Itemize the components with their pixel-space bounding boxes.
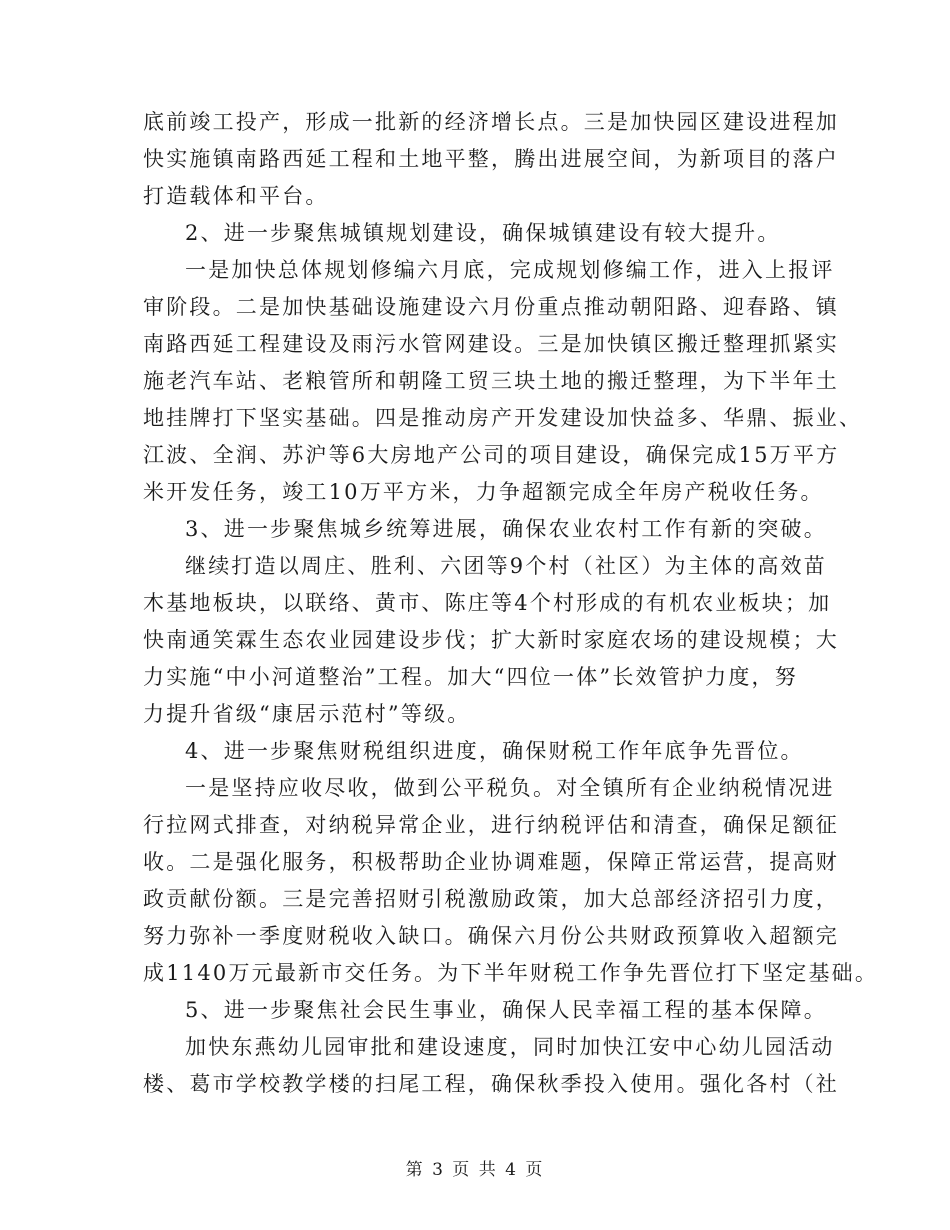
text-line: 收。二是强化服务，积极帮助企业协调难题，保障正常运营，提高财 — [143, 850, 839, 874]
text-line: 快实施镇南路西延工程和土地平整，腾出进展空间，为新项目的落户 — [143, 147, 839, 171]
text-line: 木基地板块，以联络、黄市、陈庄等4个村形成的有机农业板块；加 — [143, 591, 832, 615]
text-line: 江波、全润、苏沪等6大房地产公司的项目建设，确保完成15万平方 — [143, 443, 840, 467]
text-line: 楼、葛市学校教学楼的扫尾工程，确保秋季投入使用。强化各村（社 — [143, 1072, 839, 1096]
text-line: 米开发任务，竣工10万平方米，力争超额完成全年房产税收任务。 — [143, 480, 824, 504]
text-line: 4、进一步聚焦财税组织进度，确保财税工作年底争先晋位。 — [185, 739, 804, 763]
text-line: 快南通笑霖生态农业园建设步伐；扩大新时家庭农场的建设规模；大 — [143, 628, 839, 652]
text-line: 行拉网式排查，对纳税异常企业，进行纳税评估和清查，确保足额征 — [143, 813, 839, 837]
text-line: 力实施“中小河道整治”工程。加大“四位一体”长效管护力度，努 — [143, 665, 798, 689]
text-line: 努力弥补一季度财税收入缺口。确保六月份公共财政预算收入超额完 — [143, 924, 839, 948]
text-line: 打造载体和平台。 — [143, 184, 329, 208]
text-line: 继续打造以周庄、胜利、六团等9个村（社区）为主体的高效苗 — [185, 554, 827, 578]
text-line: 力提升省级“康居示范村”等级。 — [143, 702, 471, 726]
text-line: 5、进一步聚焦社会民生事业，确保人民幸福工程的基本保障。 — [185, 998, 827, 1022]
text-line: 地挂牌打下坚实基础。四是推动房产开发建设加快益多、华鼎、振业、 — [143, 406, 863, 430]
text-line: 一是加快总体规划修编六月底，完成规划修编工作，进入上报评 — [185, 258, 835, 282]
text-line: 政贡献份额。三是完善招财引税激励政策，加大总部经济招引力度， — [143, 887, 839, 911]
page-footer: 第 3 页 共 4 页 — [405, 1160, 545, 1180]
text-line: 底前竣工投产，形成一批新的经济增长点。三是加快园区建设进程加 — [143, 110, 839, 134]
text-line: 3、进一步聚焦城乡统筹进展，确保农业农村工作有新的突破。 — [185, 517, 827, 541]
text-line: 一是坚持应收尽收，做到公平税负。对全镇所有企业纳税情况进 — [185, 776, 835, 800]
text-line: 施老汽车站、老粮管所和朝隆工贸三块土地的搬迁整理，为下半年土 — [143, 369, 839, 393]
document-body — [143, 104, 879, 1103]
text-line: 2、进一步聚焦城镇规划建设，确保城镇建设有较大提升。 — [185, 221, 781, 245]
text-line: 加快东燕幼儿园审批和建设速度，同时加快江安中心幼儿园活动 — [185, 1035, 835, 1059]
text-line: 南路西延工程建设及雨污水管网建设。三是加快镇区搬迁整理抓紧实 — [143, 332, 839, 356]
text-line: 成1140万元最新市交任务。为下半年财税工作争先晋位打下坚定基础。 — [143, 961, 879, 985]
text-line: 审阶段。二是加快基础设施建设六月份重点推动朝阳路、迎春路、镇 — [143, 295, 839, 319]
